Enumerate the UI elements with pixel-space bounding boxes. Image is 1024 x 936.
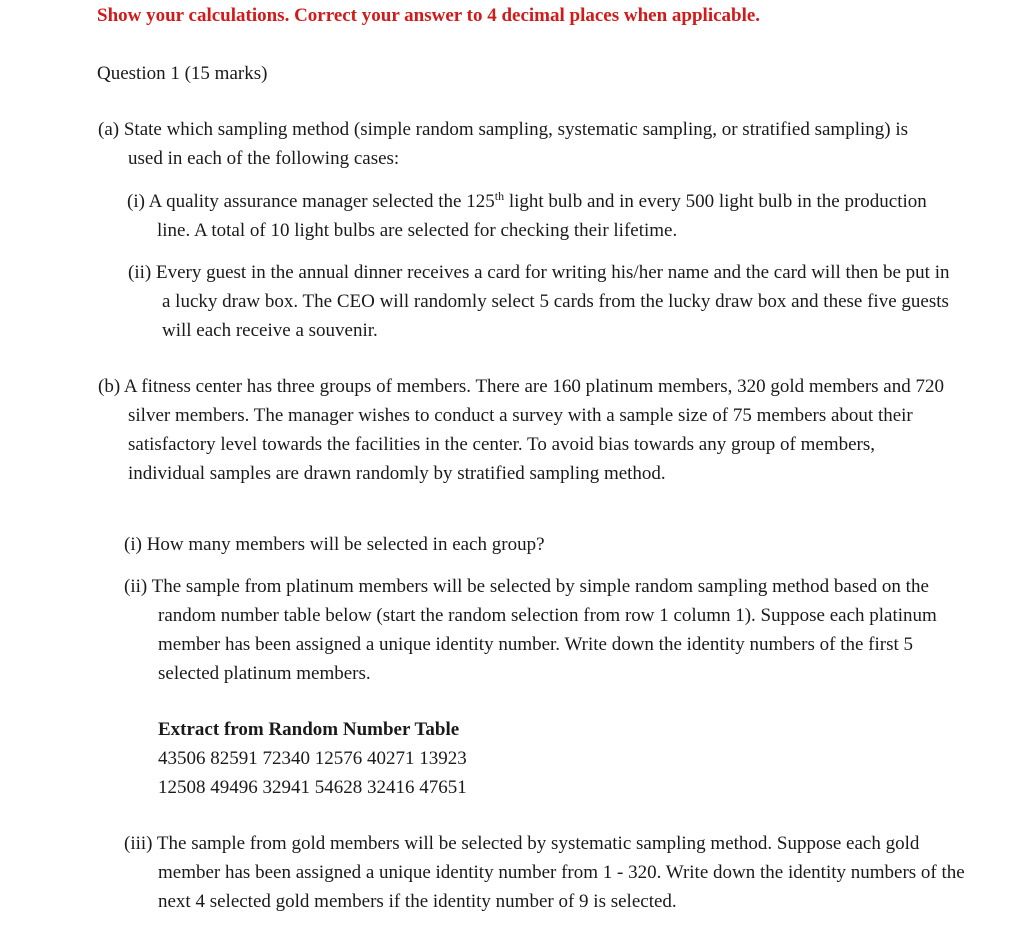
part-b-i-label: (i) [124,534,142,555]
part-a-ii-label: (ii) [128,262,152,283]
part-a-i-label: (i) [127,191,145,212]
random-number-table [158,715,467,802]
part-b-ii-label: (ii) [124,576,148,597]
part-b-i [124,530,545,559]
random-table-row-1: 43506 82591 72340 12576 40271 13923 [158,748,467,769]
random-table-title: Extract from Random Number Table [158,719,460,740]
part-b-label: (b) [98,376,121,397]
part-a-ii-text: Every guest in the annual dinner receives a card for writing his/her name and the card will then be put in a lucky draw box. The CEO will randomly select 5 cards from the lucky draw box and these five guests will each receive a souvenir. [155,262,950,341]
part-a-i-text: A quality assurance manager selected the 125th light bulb and in every 500 light bulb in the production line. A total of 10 light bulbs are selected for checking their lifetime. [148,189,927,241]
part-b-iii [124,829,968,916]
part-a-ii [128,258,962,345]
part-a-i [127,187,947,245]
part-b-text: A fitness center has three groups of members. There are 160 platinum members, 320 gold members and 720 silver members. The manager wishes to conduct a survey with a sample size of 75 members about their satisfactory level towards the facilities in the center. To avoid bias towards any group of members, individual samples are drawn randomly by stratified sampling method. [123,376,944,484]
part-b-ii [124,572,968,688]
random-table-row-2: 12508 49496 32941 54628 32416 47651 [158,777,467,798]
part-b-ii-text: The sample from platinum members will be selected by simple random sampling method based on the random number table below (start the random selection from row 1 column 1). Suppose each platinum member has been assigned a unique identity number. Write down the identity numbers of the first 5 selected platinum members. [151,576,937,684]
part-a [98,115,918,173]
part-b-iii-label: (iii) [124,833,153,854]
part-a-label: (a) [98,119,120,140]
superscript-th: th [494,189,505,203]
part-a-text: State which sampling method (simple random sampling, systematic sampling, or stratified sampling) is used in each of the following cases: [123,119,909,169]
question-title: Question 1 (15 marks) [97,63,268,84]
instruction-text: Show your calculations. Correct your answer to 4 decimal places when applicable. [97,5,761,26]
part-b-i-text: How many members will be selected in each group? [146,534,545,555]
part-b [98,372,948,488]
part-b-iii-text: The sample from gold members will be selected by systematic sampling method. Suppose each gold member has been assigned a unique identity number from 1 - 320. Write down the identity numbers of the next 4 selected gold members if the identity number of 9 is selected. [156,833,965,912]
